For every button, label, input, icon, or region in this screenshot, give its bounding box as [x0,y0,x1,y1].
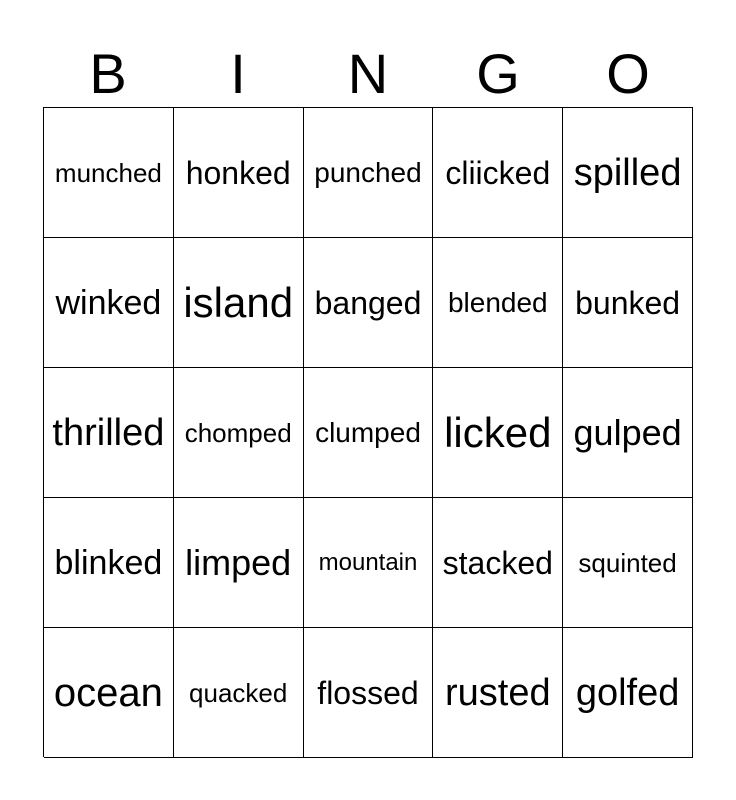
bingo-cell[interactable] [174,368,304,498]
bingo-cell[interactable] [44,628,174,758]
bingo-cell[interactable] [44,498,174,628]
bingo-cell[interactable] [563,108,693,238]
cell-word: munched [54,157,162,188]
header-letter-n: N [347,42,389,105]
bingo-row-5 [44,628,693,758]
cell-word: rusted [444,671,551,714]
bingo-cell[interactable] [304,108,434,238]
bingo-cell[interactable] [563,368,693,498]
cell-word: flossed [317,674,419,711]
cell-word: licked [444,408,552,456]
header-letter-g: G [476,42,520,105]
cell-word: winked [55,283,162,322]
bingo-cell[interactable] [44,368,174,498]
bingo-cell[interactable] [174,238,304,368]
bingo-cell[interactable] [304,498,434,628]
cell-word: spilled [573,151,682,194]
bingo-cell[interactable] [433,628,563,758]
cell-word: mountain [318,548,418,576]
header-letter-i: I [230,42,246,105]
bingo-cell[interactable] [304,368,434,498]
cell-word: chomped [184,417,292,448]
bingo-row-1 [44,108,693,238]
header-letter-o: O [606,42,650,105]
cell-word: quacked [189,677,288,708]
cell-word: thrilled [52,411,165,454]
cell-word: ocean [53,670,163,715]
bingo-cell[interactable] [433,368,563,498]
bingo-cell[interactable] [433,498,563,628]
bingo-cell[interactable] [304,628,434,758]
bingo-cell[interactable] [433,238,563,368]
bingo-row-2 [44,238,693,368]
bingo-cell[interactable] [563,238,693,368]
cell-word: limped [185,541,292,583]
bingo-row-4 [44,498,693,628]
bingo-header [43,40,693,108]
cell-word: blended [447,286,548,318]
cell-word: punched [314,156,422,188]
bingo-cell[interactable] [174,498,304,628]
bingo-cell[interactable] [433,108,563,238]
cell-word: golfed [575,671,680,714]
bingo-cell[interactable] [174,108,304,238]
cell-word: clumped [315,416,421,448]
cell-word: gulped [573,411,682,453]
cell-word: squinted [578,547,677,578]
cell-word: cliicked [445,154,551,191]
cell-word: blinked [54,543,163,582]
cell-word: honked [185,154,291,191]
cell-word: stacked [442,544,553,581]
header-letter-b: B [89,42,127,105]
bingo-cell[interactable] [563,498,693,628]
bingo-cell[interactable] [304,238,434,368]
bingo-cell[interactable] [174,628,304,758]
bingo-row-3 [44,368,693,498]
cell-word: bunked [575,284,681,321]
cell-word: island [183,278,294,326]
bingo-cell[interactable] [44,108,174,238]
bingo-cell[interactable] [44,238,174,368]
bingo-card [43,107,693,757]
bingo-cell[interactable] [563,628,693,758]
cell-word: banged [314,284,422,321]
